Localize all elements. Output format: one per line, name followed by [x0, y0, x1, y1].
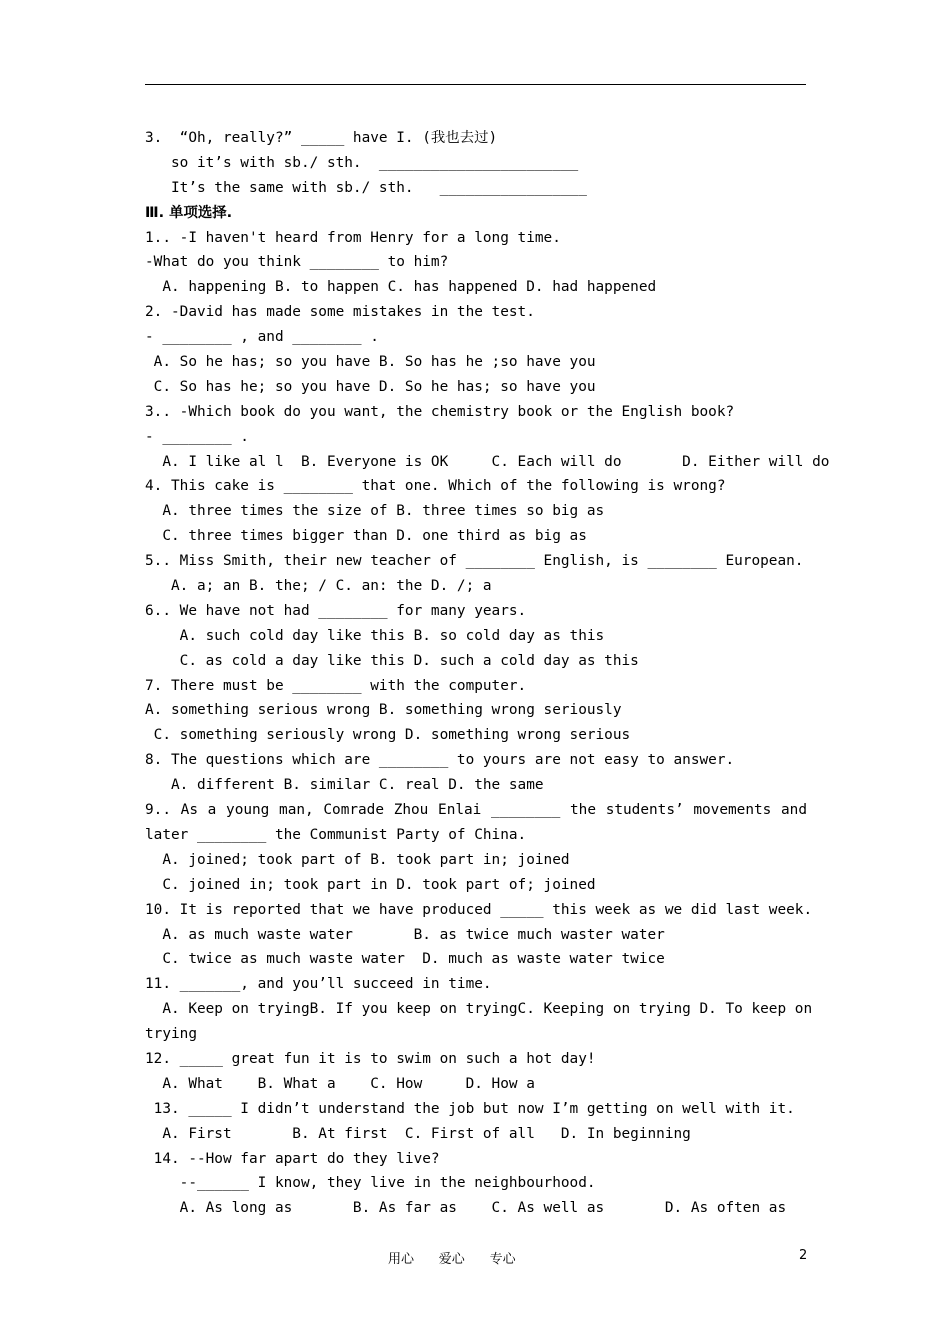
q6-options: A. such cold day like this B. so cold day as this [145, 627, 605, 644]
q3-line: - ________ . [145, 428, 249, 445]
q1-line: 1.. -I haven't heard from Henry for a long time. [145, 229, 561, 246]
q6-line: 6.. We have not had ________ for many years. [145, 602, 527, 619]
q14-line: 14. --How far apart do they live? [145, 1150, 440, 1167]
q3-options: A. I like al l B. Everyone is OK C. Each will do D. Either will do [145, 453, 830, 470]
q5-options: A. a; an B. the; / C. an: the D. /; a [145, 578, 492, 595]
q11-options: A. Keep on tryingB. If you keep on tryingC. Keeping on trying D. To keep on [145, 1001, 813, 1018]
q2-line: - ________ , and ________ . [145, 329, 379, 346]
q13-options: A. First B. At first C. First of all D. In beginning [145, 1125, 691, 1142]
q7-line: 7. There must be ________ with the computer. [145, 677, 527, 694]
document-body [145, 126, 830, 1221]
q9-options: C. joined in; took part in D. took part of; joined [145, 876, 596, 893]
q7-options: A. something serious wrong B. something wrong seriously [145, 702, 622, 719]
page-number: 2 [799, 1248, 808, 1263]
q9-line: later ________ the Communist Party of China. [145, 826, 527, 843]
q4-options: A. three times the size of B. three times so big as [145, 503, 605, 520]
q12-options: A. What B. What a C. How D. How a [145, 1075, 535, 1092]
page-footer [0, 1248, 950, 1268]
q8-options: A. different B. similar C. real D. the same [145, 777, 544, 794]
q1-options: A. happening B. to happen C. has happened D. had happened [145, 279, 657, 296]
q14-line: --______ I know, they live in the neighbourhood. [145, 1175, 596, 1192]
intro-line-2: so it’s with sb./ sth. _______________________ [145, 154, 579, 171]
q12-line: 12. _____ great fun it is to swim on such a hot day! [145, 1050, 596, 1067]
q4-line: 4. This cake is ________ that one. Which of the following is wrong? [145, 478, 726, 495]
q3-line: 3.. -Which book do you want, the chemistry book or the English book? [145, 403, 735, 420]
q10-line: 10. It is reported that we have produced _____ this week as we did last week. [145, 901, 813, 918]
q6-options: C. as cold a day like this D. such a cold day as this [145, 652, 639, 669]
q2-line: 2. -David has made some mistakes in the test. [145, 304, 535, 321]
q13-line: 13. _____ I didn’t understand the job but now I’m getting on well with it. [145, 1100, 795, 1117]
footer-motto: 用心 爱心 专心 [388, 1252, 516, 1267]
header-rule [145, 84, 806, 85]
q9-options: A. joined; took part of B. took part in; joined [145, 851, 570, 868]
intro-line-3: It’s the same with sb./ sth. _________________ [145, 179, 587, 196]
q14-options: A. As long as B. As far as C. As well as D. As often as [145, 1200, 787, 1217]
q5-line: 5.. Miss Smith, their new teacher of ________ English, is ________ European. [145, 553, 804, 570]
q2-options: C. So has he; so you have D. So he has; so have you [145, 378, 596, 395]
q8-line: 8. The questions which are ________ to yours are not easy to answer. [145, 752, 735, 769]
q1-line: -What do you think ________ to him? [145, 254, 449, 271]
q11-options: trying [145, 1026, 197, 1043]
q10-options: A. as much waste water B. as twice much waster water [145, 926, 665, 943]
q10-options: C. twice as much waste water D. much as waste water twice [145, 951, 665, 968]
q9-line: 9.. As a young man, Comrade Zhou Enlai ________ the students’ movements and [145, 802, 807, 819]
q7-options: C. something seriously wrong D. something wrong serious [145, 727, 631, 744]
q11-line: 11. _______, and you’ll succeed in time. [145, 976, 492, 993]
section-heading: Ⅲ. 单项选择. [145, 204, 233, 221]
q2-options: A. So he has; so you have B. So has he ;so have you [145, 354, 596, 371]
intro-line-1: 3. “Oh, really?” _____ have I. (我也去过) [145, 130, 498, 146]
q4-options: C. three times bigger than D. one third as big as [145, 528, 587, 545]
